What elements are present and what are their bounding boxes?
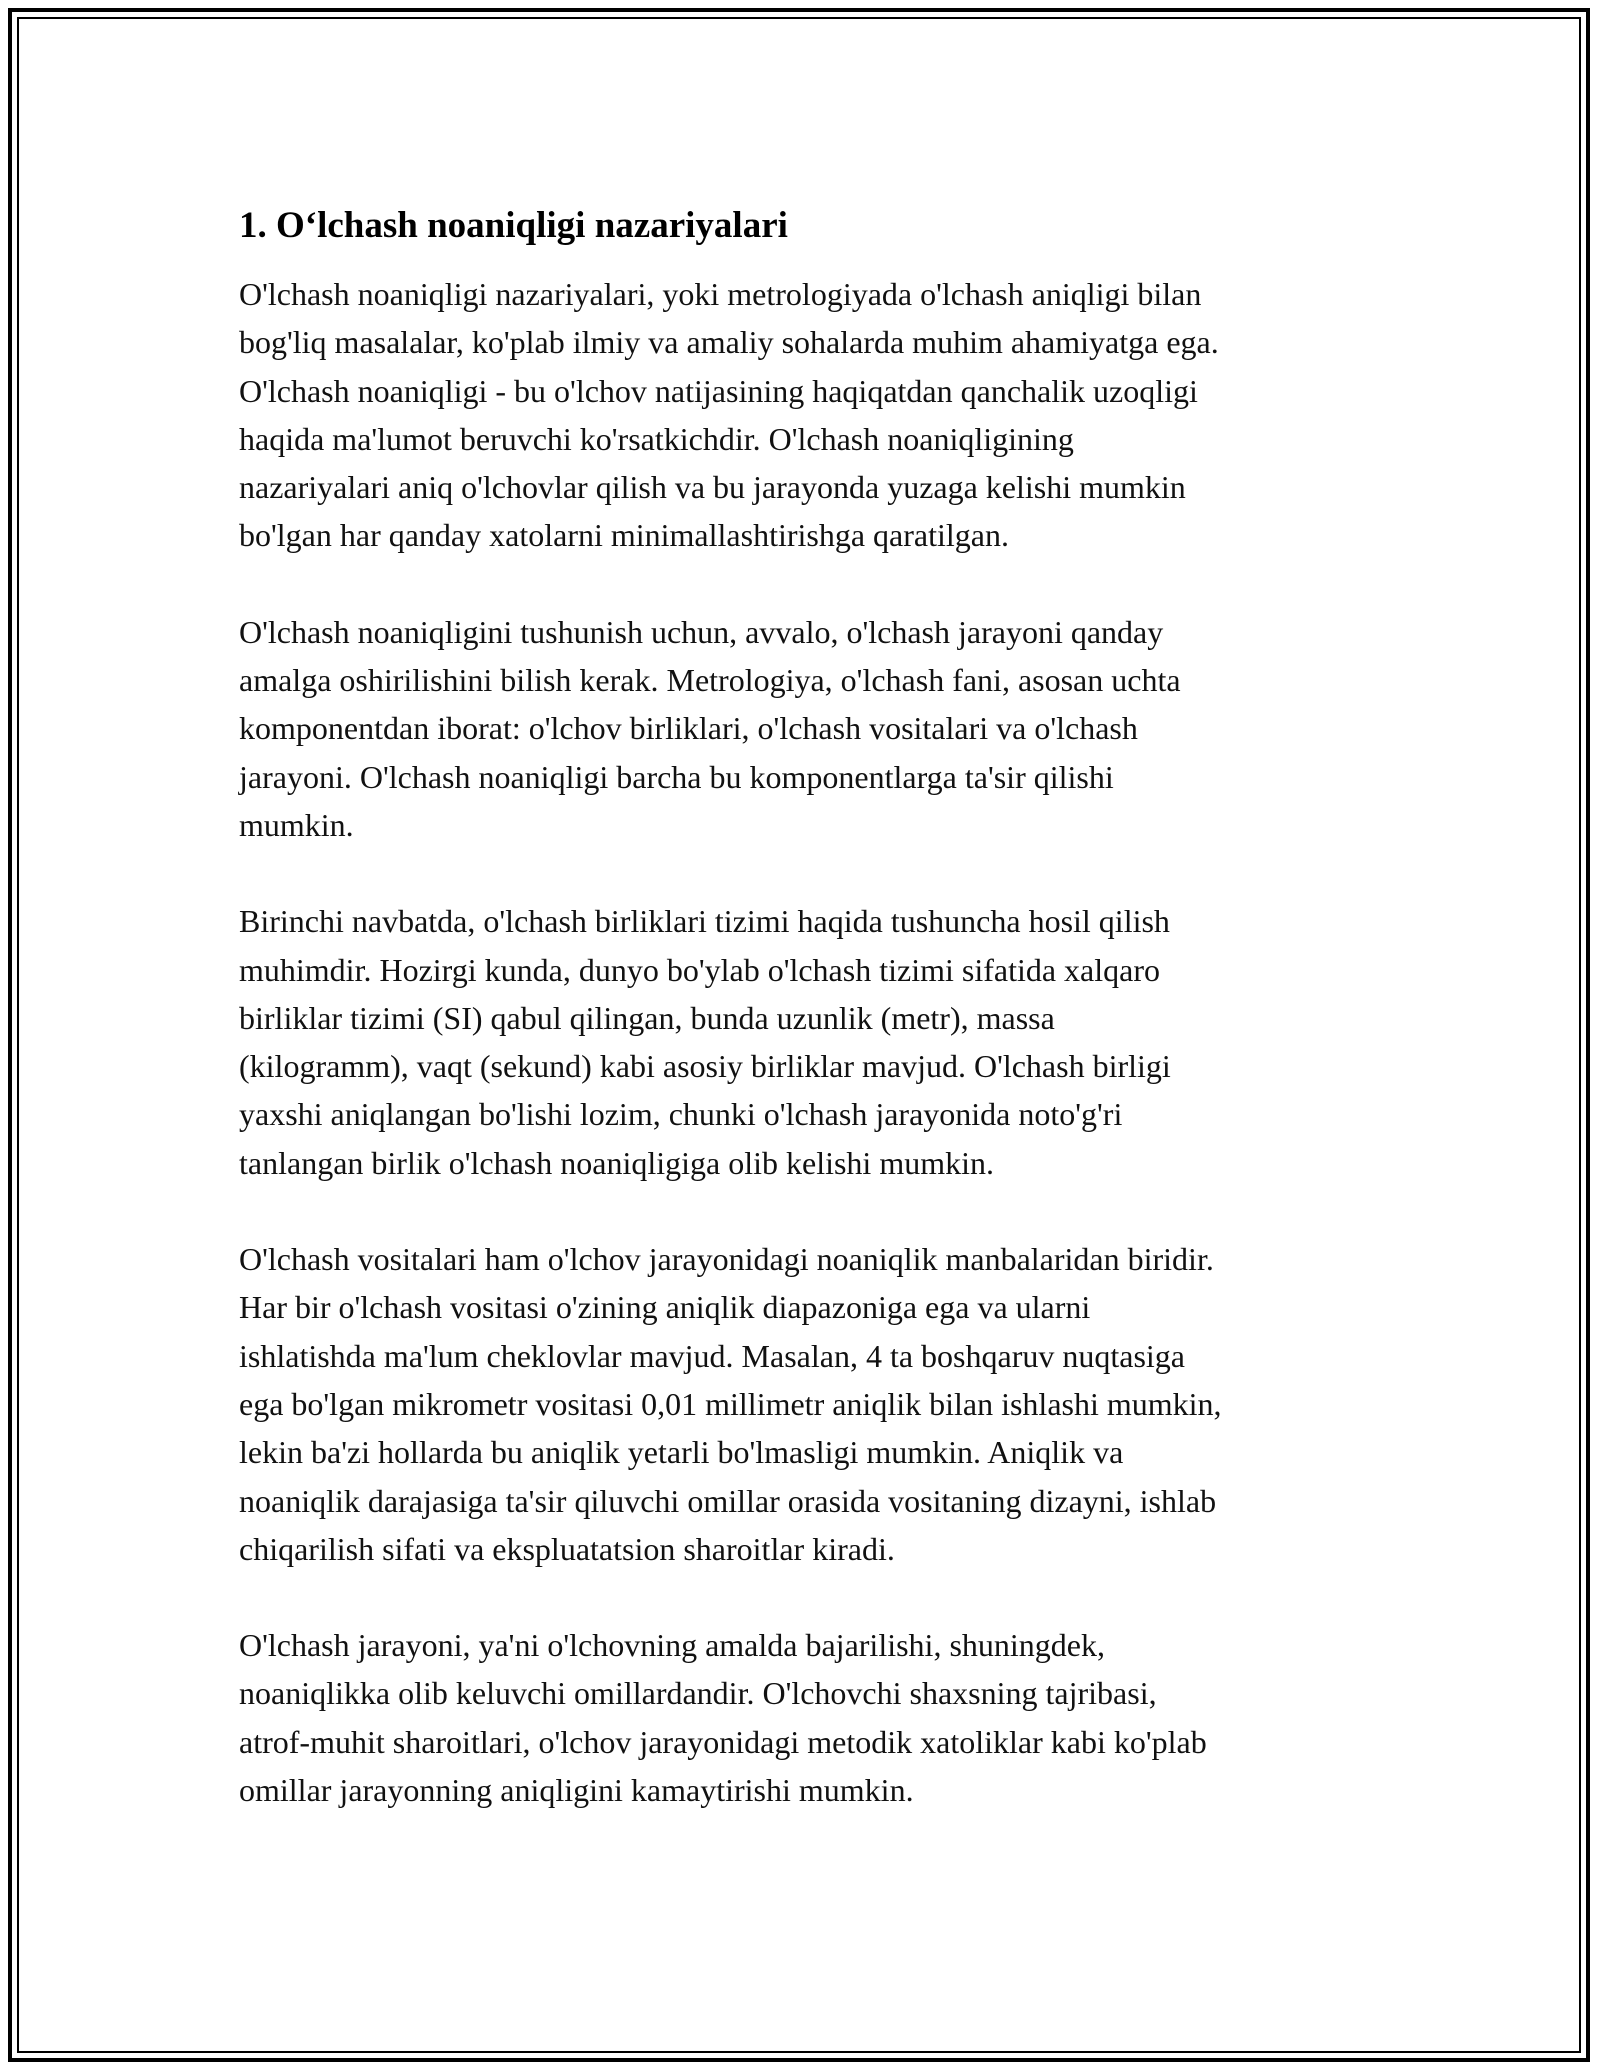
- text-line: bog'liq masalalar, ko'plab ilmiy va amaliy sohalarda muhim ahamiyatga ega.: [239, 324, 1219, 361]
- text-line: tanlangan birlik o'lchash noaniqligiga olib kelishi mumkin.: [239, 1144, 994, 1181]
- text-line: ega bo'lgan mikrometr vositasi 0,01 millimetr aniqlik bilan ishlashi mumkin,: [239, 1385, 1222, 1422]
- text-line: omillar jarayonning aniqligini kamaytirishi mumkin.: [239, 1772, 914, 1809]
- text-line: O'lchash noaniqligini tushunish uchun, avvalo, o'lchash jarayoni qanday: [239, 613, 1164, 650]
- text-line: noaniqlikka olib keluvchi omillardandir. O'lchovchi shaxsning tajribasi,: [239, 1675, 1157, 1712]
- document-body: [239, 202, 1389, 1862]
- text-line: mumkin.: [239, 806, 354, 843]
- text-line: jarayoni. O'lchash noaniqligi barcha bu komponentlarga ta'sir qilishi: [239, 758, 1114, 795]
- text-line: bo'lgan har qanday xatolarni minimallashtirishga qaratilgan.: [239, 517, 1009, 554]
- text-line: O'lchash vositalari ham o'lchov jarayonidagi noaniqlik manbalaridan biridir.: [239, 1241, 1214, 1278]
- text-line: Birinchi navbatda, o'lchash birliklari tizimi haqida tushuncha hosil qilish: [239, 903, 1170, 940]
- text-line: atrof-muhit sharoitlari, o'lchov jarayonidagi metodik xatoliklar kabi ko'plab: [239, 1723, 1207, 1760]
- text-line: lekin ba'zi hollarda bu aniqlik yetarli bo'lmasligi mumkin. Aniqlik va: [239, 1434, 1124, 1471]
- paragraph-1: [239, 270, 1389, 560]
- text-line: amalga oshirilishini bilish kerak. Metrologiya, o'lchash fani, asosan uchta: [239, 662, 1181, 699]
- page-frame: [8, 8, 1590, 2062]
- paragraph-4: [239, 1235, 1389, 1573]
- text-line: haqida ma'lumot beruvchi ko'rsatkichdir. O'lchash noaniqligining: [239, 420, 1074, 457]
- paragraph-2: [239, 608, 1389, 849]
- text-line: birliklar tizimi (SI) qabul qilingan, bunda uzunlik (metr), massa: [239, 999, 1055, 1036]
- paragraph-3: [239, 897, 1389, 1187]
- text-line: O'lchash noaniqligi nazariyalari, yoki metrologiyada o'lchash aniqligi bilan: [239, 276, 1202, 312]
- text-line: O'lchash noaniqligi - bu o'lchov natijasining haqiqatdan qanchalik uzoqligi: [239, 372, 1198, 409]
- text-line: Har bir o'lchash vositasi o'zining aniqlik diapazoniga ega va ularni: [239, 1289, 1091, 1326]
- text-line: komponentdan iborat: o'lchov birliklari, o'lchash vositalari va o'lchash: [239, 710, 1138, 747]
- text-line: nazariyalari aniq o'lchovlar qilish va bu jarayonda yuzaga kelishi mumkin: [239, 469, 1186, 506]
- paragraph-5: [239, 1621, 1389, 1814]
- text-line: muhimdir. Hozirgi kunda, dunyo bo'ylab o'lchash tizimi sifatida xalqaro: [239, 951, 1160, 988]
- text-line: yaxshi aniqlangan bo'lishi lozim, chunki o'lchash jarayonida noto'g'ri: [239, 1096, 1123, 1133]
- text-line: ishlatishda ma'lum cheklovlar mavjud. Masalan, 4 ta boshqaruv nuqtasiga: [239, 1337, 1185, 1374]
- text-line: O'lchash jarayoni, ya'ni o'lchovning amalda bajarilishi, shuningdek,: [239, 1627, 1105, 1664]
- text-line: (kilogramm), vaqt (sekund) kabi asosiy birliklar mavjud. O'lchash birligi: [239, 1048, 1171, 1085]
- section-heading: 1. O‘lchash noaniqligi nazariyalari: [239, 205, 788, 246]
- text-line: chiqarilish sifati va ekspluatatsion sharoitlar kiradi.: [239, 1530, 895, 1567]
- text-line: noaniqlik darajasiga ta'sir qiluvchi omillar orasida vositaning dizayni, ishlab: [239, 1482, 1217, 1519]
